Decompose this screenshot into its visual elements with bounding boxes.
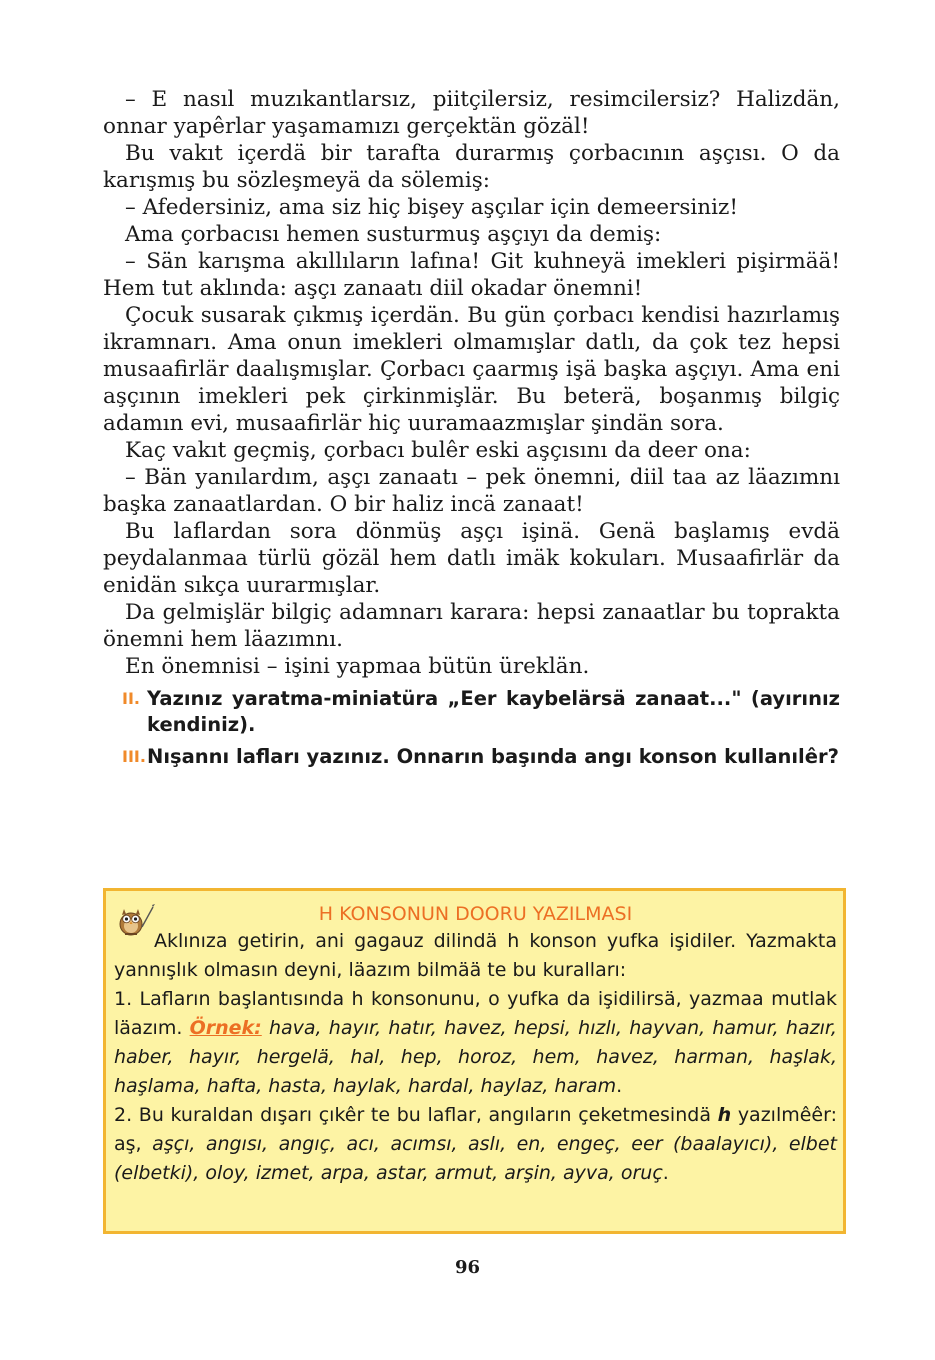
- story-text: [103, 86, 840, 680]
- paragraph: – Bän yanılardım, aşçı zanaatı – pek önemni, diil taa az läazımnı başka zanaatlardan. O bir haliz incä zanaat!: [103, 465, 840, 517]
- paragraph: – Sän karışma akıllıların lafına! Git kuhneyä imekleri pişirmää! Hem tut aklında: aşçı zanaatı diil okadar önemni!: [103, 249, 840, 301]
- paragraph: Ama çorbacısı hemen susturmuş aşçıyı da demiş:: [125, 222, 662, 247]
- paragraph: En önemnisi – işini yapmaa bütün üreklän.: [125, 654, 590, 679]
- paragraph: Da gelmişlär bilgiç adamnarı karara: hepsi zanaatlar bu toprakta önemni hem läazımnı.: [103, 600, 840, 652]
- rule-box: [103, 888, 846, 1234]
- rule-2-examples: aşçı, angısı, angıç, acı, acımsı, aslı, en, engeç, eer (baalayıcı), elbet (elbetki), oloy, izmet, arpa, astar, armut, arşin, ayva, oruç: [114, 1133, 837, 1184]
- owl-icon: [116, 903, 156, 937]
- rule-1-end: .: [616, 1075, 623, 1097]
- rule-2-mid: yazılmêêr: aş,: [114, 1104, 837, 1155]
- paragraph: Çocuk susarak çıkmış içerdän. Bu gün çorbacı kendisi hazırlamış ikramnarı. Ama onun imekleri olmamışlar datlı, da çok tez hepsi musaafirlär daalışmışlar. Çorbacı çaarmış işä başka aşçıyı. Ama eni aşçının imekleri pek çirkinmişlär. Bu beterä, boşanmış bilgiç adamın evi, musaafirlär hiç uuramaazmışlar şindän sora.: [103, 303, 840, 436]
- example-label: Örnek:: [189, 1017, 262, 1039]
- rule-intro: Aklınıza getirin, ani gagauz dilindä h konson yufka işidiler. Yazmakta yannışlık olmasın deyni, läazım bilmää te bu kuralları:: [114, 930, 837, 981]
- page-content: [103, 86, 840, 770]
- paragraph: Bu vakıt içerdä bir tarafta durarmış çorbacının aşçısı. O da karışmış bu sözleşmeyä da sölemiş:: [103, 141, 840, 193]
- task-text: Nışannı lafları yazınız. Onnarın başında angı konson kullanılêr?: [147, 745, 839, 768]
- rule-2-end: .: [662, 1162, 669, 1184]
- rule-2-text: 2. Bu kuraldan dışarı çıkêr te bu laflar, angıların çeketmesindä: [114, 1104, 711, 1126]
- paragraph: Kaç vakıt geçmiş, çorbacı bulêr eski aşçısını da deer ona:: [125, 438, 751, 463]
- rule-1-text: 1. Lafların başlantısında h konsonunu, o yufka da işidilirsä, yazmaa mutlak läazım.: [114, 988, 837, 1039]
- paragraph: Bu laflardan sora dönmüş aşçı işinä. Genä başlamış evdä peydalanmaa türlü gözäl hem datlı imäk kokuları. Musaafirlär da enidän sıkça uurarmışlar.: [103, 519, 840, 598]
- paragraph: – Afedersiniz, ama siz hiç bişey aşçılar için demeersiniz!: [125, 195, 738, 220]
- task-2: [103, 686, 840, 738]
- task-text: Yazınız yaratma-miniatüra „Eer kaybelärsä zanaat..." (ayırınız kendiniz).: [147, 687, 840, 736]
- paragraph: – E nasıl muzıkantlarsız, piitçilersiz, resimcilersiz? Halizdän, onnar yapêrlar yaşamamızı gerçektän gözäl!: [103, 87, 840, 139]
- rule-1-examples: hava, hayır, hatır, havez, hepsi, hızlı, hayvan, hamur, hazır, haber, hayır, hergelä, hal, hep, horoz, hem, havez, harman, haşlak, haşlama, hafta, hasta, haylak, hardal, haylaz, haram: [114, 1017, 837, 1097]
- rule-1: [114, 985, 837, 1101]
- task-3: [103, 744, 840, 770]
- task-number: III.: [122, 747, 146, 766]
- rule-title: H KONSONUN DOORU YAZILMASI: [318, 903, 633, 925]
- task-number: II.: [122, 689, 140, 708]
- rule-2: [114, 1101, 837, 1188]
- page-number: 96: [454, 1257, 481, 1278]
- rule-2-letter: h: [717, 1104, 732, 1126]
